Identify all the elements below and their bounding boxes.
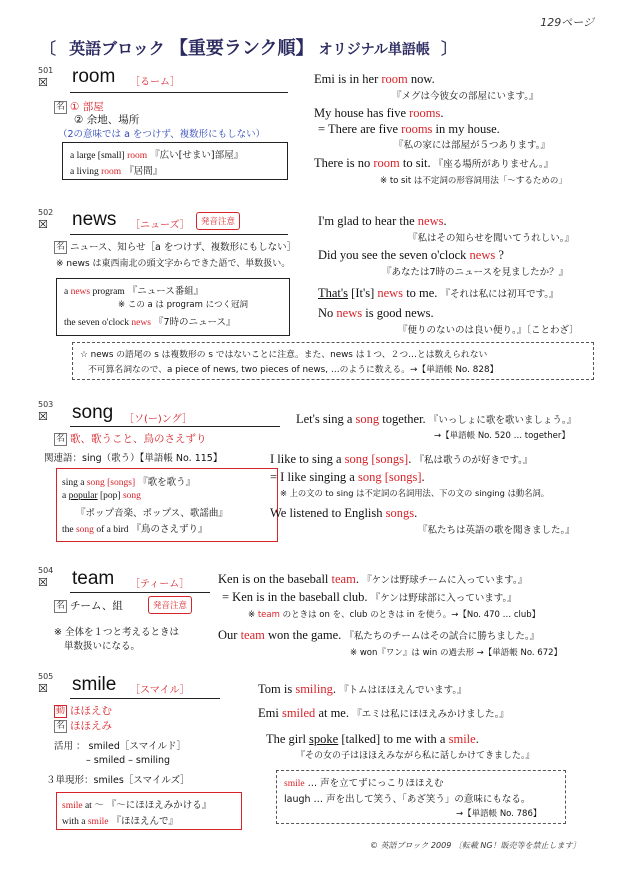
- entry-note: （2の意味では a をつけず、複数形にもしない）: [58, 129, 266, 140]
- phrase: 『ポップ音楽、ポップス、歌謡曲』: [76, 508, 228, 519]
- verb-icon: 動: [55, 705, 65, 716]
- entry-number: 505: [38, 672, 54, 681]
- example-sentence: Tom is smiling. 『トムはほほえんでいます。』: [258, 682, 467, 696]
- example-translation: 『私たちは英語の歌を聞きました。』: [418, 525, 575, 536]
- example-note: ※ 上の文の to sing は不定詞の名詞用法、下の文の singing は動名詞。: [280, 488, 550, 498]
- phrase: the song of a bird 『鳥のさえずり』: [62, 524, 208, 535]
- example-sentence: The girl spoke [talked] to me with a smile.: [266, 732, 479, 746]
- example-sentence: No news is good news.: [318, 306, 434, 320]
- entry-meaning-noun: 名 ほほえみ: [55, 720, 112, 732]
- entry-reading: ［ニューズ］: [130, 220, 190, 231]
- divider: [70, 698, 220, 699]
- example-sentence: I like to sing a song [songs]. 『私は歌うのが好きです。』: [270, 452, 533, 466]
- example-sentence: = Ken is in the baseball club. 『ケンは野球部に入っています。』: [222, 590, 517, 604]
- example-sentence: Ken is on the baseball team. 『ケンは野球チームに入っています。』: [218, 572, 528, 586]
- entry-number: 503: [38, 400, 54, 409]
- entry-word: smile: [72, 674, 117, 695]
- entry-number: 502: [38, 208, 54, 217]
- entry-meaning-2: ② 余地、場所: [74, 114, 140, 126]
- note-line: smile … 声を立てずにっこりほほえむ: [284, 778, 444, 789]
- example-sentence: That's [It's] news to me. 『それは私には初耳です。』: [318, 286, 559, 300]
- noun-icon: 名: [55, 720, 65, 731]
- entry-word: team: [72, 568, 115, 589]
- entry-meaning: 名 歌、歌うこと、鳥のさえずり: [55, 433, 207, 445]
- example-translation: 『あなたは7時のニュースを見ましたか？』: [382, 267, 569, 278]
- title-main: 英語ブロック: [69, 39, 165, 58]
- entry-note: ※ news は東西南北の頭文字からできた語で、単数扱い。: [56, 259, 291, 269]
- pronunciation-badge: 発音注意: [148, 596, 192, 614]
- pronunciation-badge: 発音注意: [196, 212, 240, 230]
- example-sentence: = There are five rooms in my house.: [318, 122, 500, 136]
- entry-reading: ［るーム］: [130, 77, 180, 88]
- page-title: [40, 34, 457, 60]
- entry-reading: ［スマイル］: [130, 685, 190, 696]
- phrase: a living room 『居間』: [70, 166, 163, 177]
- example-sentence: Let's sing a song together. 『いっしょに歌を歌いましょう。』: [296, 412, 577, 426]
- phrase: with a smile 『ほほえんで』: [62, 816, 178, 827]
- divider: [70, 426, 280, 427]
- cross-reference: →【単語帳 No. 520 … together】: [434, 431, 570, 441]
- example-sentence: = I like singing a song [songs].: [270, 470, 425, 484]
- note-line: laugh … 声を出して笑う、「あざ笑う」の意味にもなる。: [284, 794, 531, 805]
- entry-word: room: [72, 66, 116, 87]
- divider: [70, 234, 288, 235]
- related-word: 関連語：sing（歌う）【単語帳 No. 115】: [44, 453, 223, 464]
- example-note: ※ team のときは on を、club のときは in を使う。→【No. 470 … club】: [248, 610, 541, 620]
- example-translation: 『私はその知らせを聞いてうれしい。』: [408, 233, 574, 244]
- entry-number: 504: [38, 566, 54, 575]
- entry-meaning: 名 チーム、組: [55, 600, 123, 612]
- example-translation: 『メグは今彼女の部屋にいます。』: [392, 91, 539, 102]
- example-note: ※ to sit は不定詞の形容詞用法「〜するための」: [380, 176, 567, 186]
- divider: [70, 592, 210, 593]
- entry-reading: ［ティーム］: [130, 579, 190, 590]
- entry-word: song: [72, 402, 114, 423]
- entry-meaning-verb: 動 ほほえむ: [55, 705, 112, 717]
- conjugation: 活用 ： smiled［スマイルド］: [54, 741, 187, 752]
- example-note: ※ won『ワン』は win の過去形 →【単語帳 No. 672】: [350, 648, 563, 658]
- phrase: the seven o'clock news 『7時のニュース』: [64, 317, 236, 328]
- example-sentence: Our team won the game. 『私たちのチームはその試合に勝ちました。』: [218, 628, 540, 642]
- phrase: a news program 『ニュース番組』: [64, 286, 204, 297]
- checkbox-icon[interactable]: ☒: [38, 218, 48, 231]
- example-sentence: Emi smiled at me. 『エミは私にほほえみかけました。』: [258, 706, 509, 720]
- example-sentence: Emi is in her room now.: [314, 72, 435, 86]
- note-line: 不可算名詞なので、a piece of news, two pieces of news, …のように数える。→【単語帳 No. 828】: [88, 365, 499, 375]
- entry-note: 単数扱いになる。: [64, 641, 141, 652]
- example-sentence: There is no room to sit. 『座る場所がありません。』: [314, 156, 554, 170]
- example-sentence: Did you see the seven o'clock news ?: [318, 248, 504, 262]
- phrase-note: ※ この a は program につく冠詞: [118, 300, 248, 310]
- checkbox-icon[interactable]: ☒: [38, 76, 48, 89]
- entry-note: ※ 全体を１つと考えるときは: [54, 627, 179, 638]
- checkbox-icon[interactable]: ☒: [38, 576, 48, 589]
- checkbox-icon[interactable]: ☒: [38, 410, 48, 423]
- example-translation: 『その女の子はほほえみながら私に話しかけてきました。』: [296, 751, 535, 761]
- example-sentence: My house has five rooms.: [314, 106, 444, 120]
- page-number: 129ページ: [540, 16, 594, 29]
- example-sentence: I'm glad to hear the news.: [318, 214, 447, 228]
- noun-icon: 名: [55, 241, 65, 252]
- title-sub: オリジナル単語帳: [318, 42, 430, 58]
- noun-icon: 名: [55, 433, 65, 444]
- title-bracket-left: 〔: [40, 39, 57, 58]
- phrase: a popular [pop] song: [62, 491, 141, 501]
- entry-meaning-1: 名 ① 部屋: [55, 101, 104, 113]
- title-bracket-right: 〕: [441, 39, 458, 58]
- phrase: a large [small] room 『広い[せまい]部屋』: [70, 150, 244, 161]
- example-translation: 『私の家には部屋が５つあります。』: [394, 140, 550, 151]
- noun-icon: 名: [55, 600, 65, 611]
- phrase: sing a song [songs] 『歌を歌う』: [62, 477, 196, 488]
- title-rank: 【重要ランク順】: [169, 38, 314, 59]
- example-sentence: We listened to English songs.: [270, 506, 418, 520]
- footer-copyright: © 英語ブロック 2009 〔転載 NG！販売等を禁止します〕: [370, 841, 581, 850]
- example-translation: 『便りのないのは良い便り。』〔ことわざ〕: [398, 325, 579, 336]
- checkbox-icon[interactable]: ☒: [38, 682, 48, 695]
- conjugation: ３単現形：smiles［スマイルズ］: [46, 775, 190, 786]
- noun-icon: 名: [55, 101, 65, 112]
- entry-number: 501: [38, 66, 54, 75]
- phrase: smile at ～ 『～にほほえみかける』: [62, 800, 212, 811]
- entry-meaning: 名 ニュース、知らせ［a をつけず、複数形にもしない］: [55, 241, 297, 253]
- entry-reading: ［ソ(ー)ング］: [124, 414, 193, 425]
- note-line: ☆ news の語尾の s は複数形の s ではないことに注意。また、news は１つ、２つ…とは数えられない: [80, 350, 488, 360]
- cross-reference: →【単語帳 No. 786】: [456, 809, 542, 819]
- conjugation: – smiled – smiling: [86, 755, 171, 766]
- entry-word: news: [72, 209, 117, 230]
- divider: [70, 92, 288, 93]
